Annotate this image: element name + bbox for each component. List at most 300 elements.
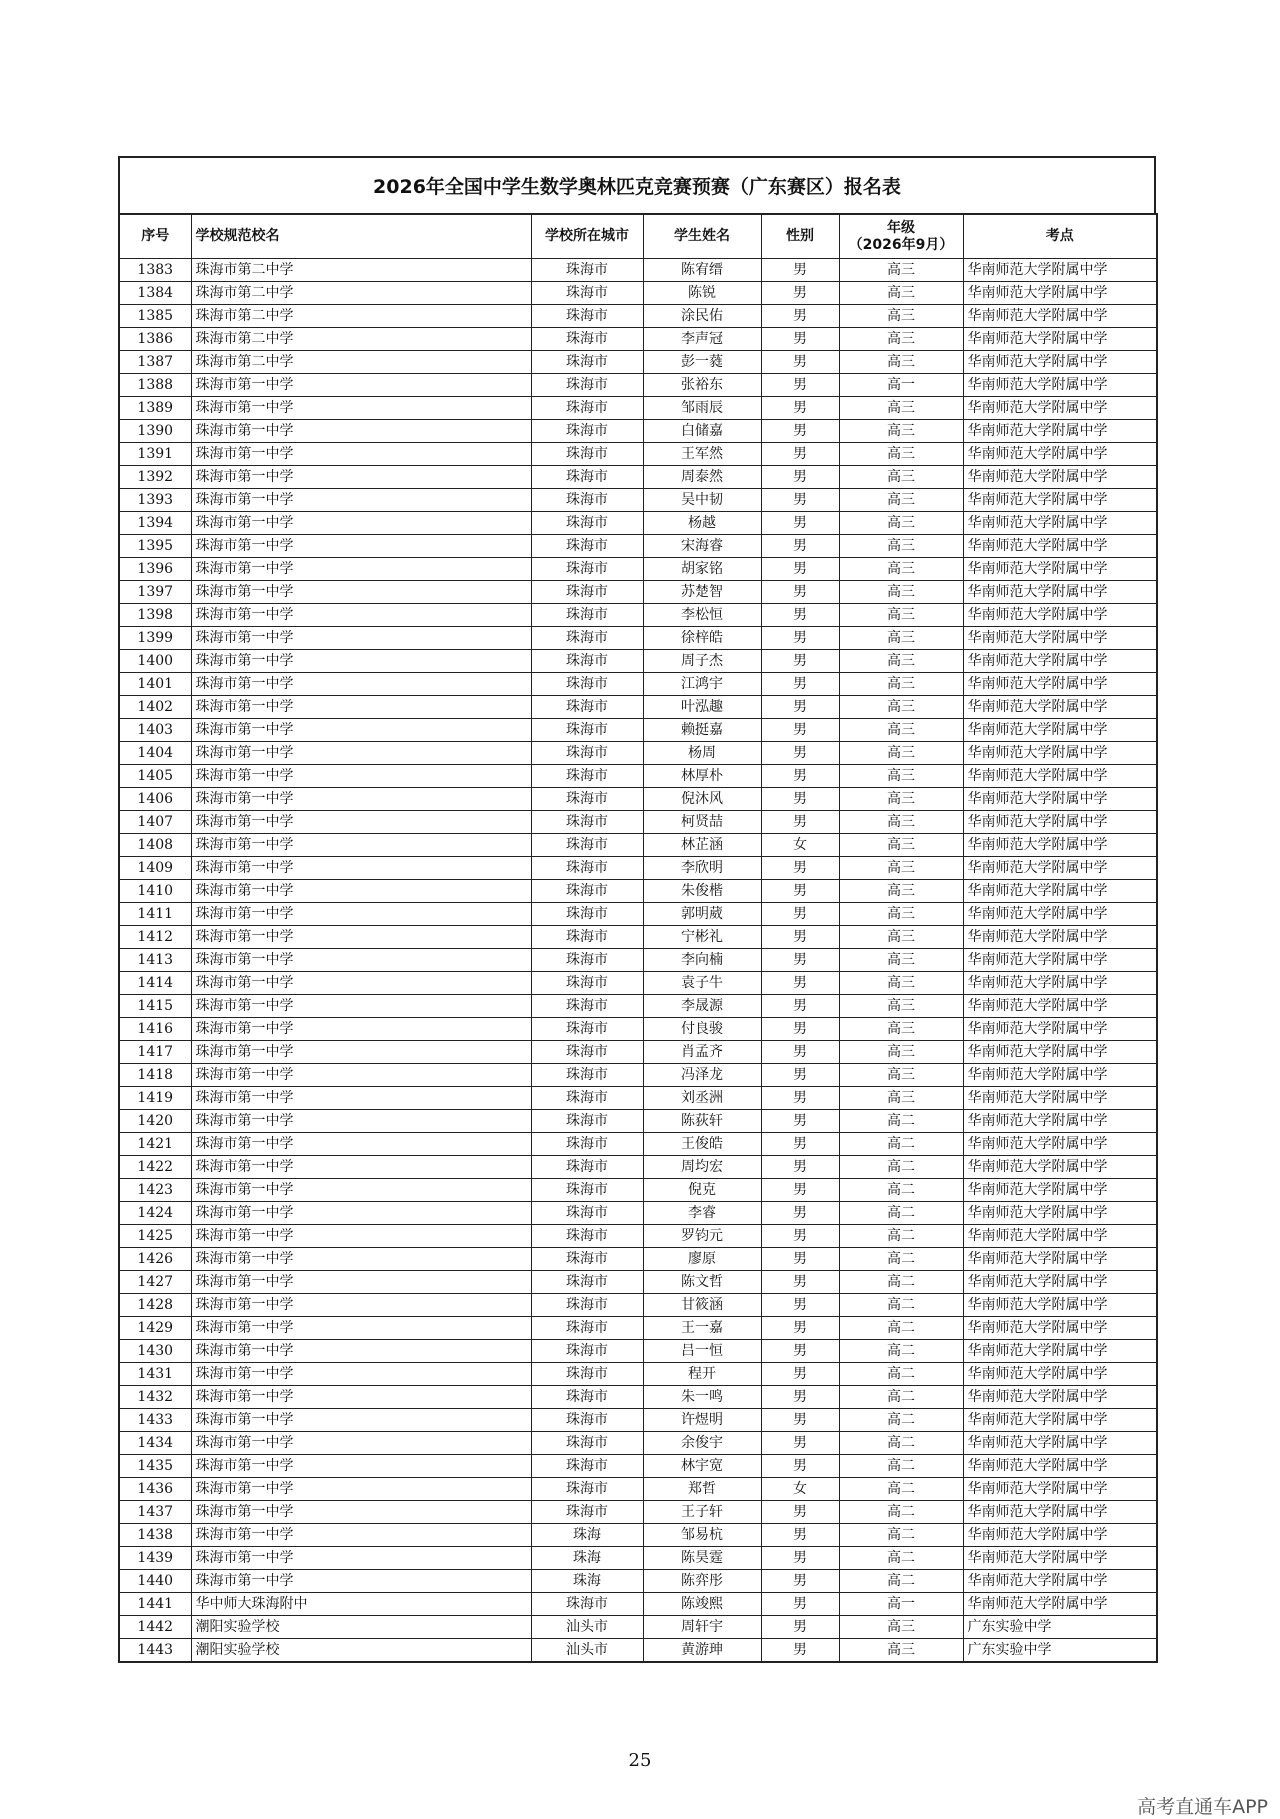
cell-city: 汕头市 [531,1639,643,1663]
cell-venue: 华南师范大学附属中学 [963,742,1157,765]
cell-grade: 高二 [839,1524,963,1547]
cell-city: 珠海市 [531,351,643,374]
cell-venue: 华南师范大学附属中学 [963,1087,1157,1110]
cell-no: 1392 [119,466,191,489]
cell-venue: 华南师范大学附属中学 [963,765,1157,788]
cell-grade: 高三 [839,880,963,903]
cell-city: 珠海市 [531,1271,643,1294]
cell-gender: 男 [761,351,839,374]
header-venue: 考点 [963,214,1157,259]
watermark: 高考直通车APP [1137,1796,1268,1818]
cell-gender: 男 [761,1110,839,1133]
table-row [119,1639,1157,1663]
cell-gender: 男 [761,1639,839,1663]
table-row [119,1294,1157,1317]
cell-school: 珠海市第一中学 [191,1018,531,1041]
cell-gender: 男 [761,604,839,627]
cell-city: 珠海市 [531,374,643,397]
cell-grade: 高三 [839,1616,963,1639]
cell-no: 1400 [119,650,191,673]
cell-city: 珠海市 [531,1340,643,1363]
cell-gender: 男 [761,857,839,880]
cell-grade: 高二 [839,1156,963,1179]
cell-no: 1388 [119,374,191,397]
cell-city: 珠海市 [531,420,643,443]
cell-name: 肖孟齐 [643,1041,761,1064]
cell-no: 1433 [119,1409,191,1432]
cell-venue: 华南师范大学附属中学 [963,650,1157,673]
cell-city: 珠海市 [531,305,643,328]
cell-venue: 华南师范大学附属中学 [963,443,1157,466]
cell-gender: 男 [761,1317,839,1340]
cell-school: 珠海市第一中学 [191,1501,531,1524]
cell-no: 1384 [119,282,191,305]
table-row [119,903,1157,926]
cell-name: 周泰然 [643,466,761,489]
cell-no: 1385 [119,305,191,328]
registration-table [118,213,1158,1663]
cell-grade: 高三 [839,282,963,305]
table-row [119,420,1157,443]
cell-school: 珠海市第一中学 [191,788,531,811]
cell-school: 珠海市第一中学 [191,1156,531,1179]
cell-gender: 男 [761,1524,839,1547]
cell-name: 朱一鸣 [643,1386,761,1409]
cell-city: 珠海市 [531,1409,643,1432]
cell-venue: 华南师范大学附属中学 [963,1432,1157,1455]
cell-gender: 男 [761,1547,839,1570]
cell-grade: 高三 [839,397,963,420]
cell-gender: 男 [761,880,839,903]
cell-gender: 男 [761,535,839,558]
cell-name: 王军然 [643,443,761,466]
cell-gender: 男 [761,1133,839,1156]
cell-name: 朱俊楷 [643,880,761,903]
cell-grade: 高三 [839,1018,963,1041]
cell-name: 郑哲 [643,1478,761,1501]
cell-school: 珠海市第一中学 [191,1363,531,1386]
table-row [119,535,1157,558]
table-row [119,972,1157,995]
cell-grade: 高二 [839,1271,963,1294]
cell-school: 珠海市第一中学 [191,558,531,581]
table-row [119,834,1157,857]
table-row [119,558,1157,581]
cell-city: 珠海市 [531,834,643,857]
cell-no: 1404 [119,742,191,765]
cell-grade: 高三 [839,328,963,351]
cell-city: 珠海市 [531,581,643,604]
cell-grade: 高二 [839,1133,963,1156]
cell-city: 汕头市 [531,1616,643,1639]
cell-name: 周子杰 [643,650,761,673]
cell-gender: 男 [761,466,839,489]
cell-no: 1397 [119,581,191,604]
cell-school: 珠海市第一中学 [191,512,531,535]
cell-school: 珠海市第一中学 [191,604,531,627]
cell-city: 珠海市 [531,995,643,1018]
cell-school: 珠海市第一中学 [191,443,531,466]
cell-city: 珠海市 [531,1202,643,1225]
cell-name: 李声冠 [643,328,761,351]
cell-venue: 华南师范大学附属中学 [963,558,1157,581]
table-row [119,1547,1157,1570]
cell-no: 1383 [119,259,191,282]
cell-grade: 高二 [839,1478,963,1501]
table-row [119,1409,1157,1432]
cell-school: 珠海市第一中学 [191,1570,531,1593]
cell-city: 珠海市 [531,1478,643,1501]
cell-no: 1409 [119,857,191,880]
cell-venue: 华南师范大学附属中学 [963,926,1157,949]
header-school: 学校规范校名 [191,214,531,259]
cell-gender: 男 [761,1087,839,1110]
cell-school: 珠海市第一中学 [191,627,531,650]
cell-grade: 高三 [839,1087,963,1110]
cell-city: 珠海市 [531,903,643,926]
cell-school: 珠海市第二中学 [191,328,531,351]
cell-grade: 高三 [839,466,963,489]
cell-gender: 男 [761,949,839,972]
cell-grade: 高三 [839,788,963,811]
cell-grade: 高三 [839,995,963,1018]
cell-gender: 男 [761,1570,839,1593]
cell-school: 珠海市第一中学 [191,1386,531,1409]
cell-school: 珠海市第一中学 [191,1294,531,1317]
cell-gender: 男 [761,282,839,305]
table-row [119,1317,1157,1340]
cell-gender: 男 [761,374,839,397]
table-row [119,512,1157,535]
table-row [119,1087,1157,1110]
cell-grade: 高二 [839,1179,963,1202]
cell-no: 1440 [119,1570,191,1593]
cell-gender: 男 [761,788,839,811]
cell-gender: 男 [761,742,839,765]
cell-grade: 高三 [839,351,963,374]
table-row [119,328,1157,351]
cell-venue: 华南师范大学附属中学 [963,1156,1157,1179]
header-grade-line2: （2026年9月） [848,236,954,253]
cell-grade: 高二 [839,1501,963,1524]
cell-no: 1393 [119,489,191,512]
cell-school: 珠海市第一中学 [191,903,531,926]
cell-school: 珠海市第一中学 [191,466,531,489]
header-no: 序号 [119,214,191,259]
cell-venue: 华南师范大学附属中学 [963,374,1157,397]
cell-gender: 男 [761,443,839,466]
cell-grade: 高三 [839,512,963,535]
cell-no: 1405 [119,765,191,788]
cell-venue: 华南师范大学附属中学 [963,1064,1157,1087]
table-row [119,1340,1157,1363]
cell-venue: 华南师范大学附属中学 [963,1478,1157,1501]
cell-city: 珠海市 [531,972,643,995]
table-row [119,443,1157,466]
cell-school: 珠海市第一中学 [191,650,531,673]
cell-grade: 高二 [839,1340,963,1363]
cell-venue: 华南师范大学附属中学 [963,1386,1157,1409]
cell-no: 1437 [119,1501,191,1524]
cell-venue: 华南师范大学附属中学 [963,1202,1157,1225]
cell-no: 1391 [119,443,191,466]
cell-name: 邹易杭 [643,1524,761,1547]
table-row [119,1501,1157,1524]
table-row [119,1524,1157,1547]
cell-gender: 男 [761,305,839,328]
cell-city: 珠海市 [531,1133,643,1156]
cell-school: 珠海市第一中学 [191,1041,531,1064]
cell-gender: 男 [761,512,839,535]
cell-school: 华中师大珠海附中 [191,1593,531,1616]
cell-gender: 男 [761,696,839,719]
cell-gender: 男 [761,903,839,926]
table-row [119,650,1157,673]
cell-school: 珠海市第一中学 [191,374,531,397]
table-row [119,1110,1157,1133]
cell-grade: 高三 [839,305,963,328]
cell-gender: 男 [761,926,839,949]
cell-grade: 高三 [839,627,963,650]
cell-city: 珠海市 [531,1593,643,1616]
table-row [119,1432,1157,1455]
cell-no: 1398 [119,604,191,627]
cell-grade: 高三 [839,443,963,466]
cell-venue: 华南师范大学附属中学 [963,1018,1157,1041]
cell-no: 1426 [119,1248,191,1271]
cell-grade: 高二 [839,1317,963,1340]
cell-no: 1430 [119,1340,191,1363]
cell-gender: 男 [761,1363,839,1386]
cell-venue: 华南师范大学附属中学 [963,1317,1157,1340]
table-row [119,1478,1157,1501]
table-row [119,1616,1157,1639]
cell-no: 1414 [119,972,191,995]
table-row [119,857,1157,880]
table-row [119,811,1157,834]
cell-name: 宁彬礼 [643,926,761,949]
cell-school: 珠海市第一中学 [191,1409,531,1432]
cell-grade: 高三 [839,1639,963,1663]
cell-no: 1429 [119,1317,191,1340]
cell-grade: 高三 [839,719,963,742]
cell-city: 珠海市 [531,1156,643,1179]
cell-gender: 男 [761,1432,839,1455]
cell-city: 珠海市 [531,535,643,558]
page-number: 25 [628,1750,652,1771]
cell-name: 邹雨辰 [643,397,761,420]
cell-venue: 华南师范大学附属中学 [963,857,1157,880]
cell-gender: 男 [761,1064,839,1087]
cell-grade: 高二 [839,1248,963,1271]
cell-venue: 华南师范大学附属中学 [963,1271,1157,1294]
cell-venue: 华南师范大学附属中学 [963,1409,1157,1432]
cell-grade: 高二 [839,1455,963,1478]
cell-venue: 华南师范大学附属中学 [963,1501,1157,1524]
cell-name: 廖原 [643,1248,761,1271]
cell-city: 珠海市 [531,466,643,489]
cell-gender: 男 [761,1593,839,1616]
cell-gender: 男 [761,259,839,282]
cell-name: 涂民佑 [643,305,761,328]
cell-venue: 华南师范大学附属中学 [963,788,1157,811]
cell-grade: 高三 [839,949,963,972]
cell-gender: 男 [761,1179,839,1202]
cell-grade: 高三 [839,857,963,880]
cell-school: 珠海市第二中学 [191,259,531,282]
cell-city: 珠海市 [531,1455,643,1478]
cell-name: 郭明葳 [643,903,761,926]
cell-name: 杨周 [643,742,761,765]
cell-gender: 男 [761,1409,839,1432]
cell-gender: 男 [761,972,839,995]
cell-school: 珠海市第一中学 [191,857,531,880]
table-row [119,305,1157,328]
table-row [119,1248,1157,1271]
cell-school: 珠海市第一中学 [191,719,531,742]
table-row [119,765,1157,788]
cell-city: 珠海市 [531,397,643,420]
cell-name: 王一嘉 [643,1317,761,1340]
table-row [119,995,1157,1018]
cell-name: 吕一恒 [643,1340,761,1363]
table-row [119,282,1157,305]
table-row [119,581,1157,604]
table-row [119,1570,1157,1593]
cell-city: 珠海市 [531,949,643,972]
cell-name: 许煜明 [643,1409,761,1432]
cell-city: 珠海市 [531,696,643,719]
cell-grade: 高三 [839,742,963,765]
cell-school: 珠海市第一中学 [191,742,531,765]
table-row [119,1018,1157,1041]
cell-no: 1419 [119,1087,191,1110]
cell-name: 陈竣熙 [643,1593,761,1616]
cell-grade: 高三 [839,650,963,673]
cell-grade: 高三 [839,1064,963,1087]
cell-grade: 高二 [839,1570,963,1593]
cell-name: 李睿 [643,1202,761,1225]
cell-grade: 高三 [839,1041,963,1064]
cell-name: 陈昊霆 [643,1547,761,1570]
cell-venue: 广东实验中学 [963,1616,1157,1639]
cell-name: 罗钧元 [643,1225,761,1248]
cell-city: 珠海市 [531,811,643,834]
cell-city: 珠海市 [531,1225,643,1248]
cell-grade: 高二 [839,1110,963,1133]
cell-venue: 华南师范大学附属中学 [963,1133,1157,1156]
cell-venue: 华南师范大学附属中学 [963,1225,1157,1248]
cell-no: 1428 [119,1294,191,1317]
cell-no: 1390 [119,420,191,443]
table-row [119,1225,1157,1248]
cell-grade: 高三 [839,765,963,788]
cell-grade: 高二 [839,1409,963,1432]
cell-gender: 男 [761,673,839,696]
cell-city: 珠海市 [531,604,643,627]
cell-gender: 男 [761,397,839,420]
cell-no: 1427 [119,1271,191,1294]
cell-no: 1432 [119,1386,191,1409]
cell-name: 江鸿宇 [643,673,761,696]
cell-no: 1416 [119,1018,191,1041]
cell-name: 吴中韧 [643,489,761,512]
cell-name: 林厚朴 [643,765,761,788]
cell-no: 1424 [119,1202,191,1225]
cell-no: 1420 [119,1110,191,1133]
cell-venue: 华南师范大学附属中学 [963,995,1157,1018]
cell-city: 珠海市 [531,512,643,535]
cell-venue: 华南师范大学附属中学 [963,305,1157,328]
registration-sheet [118,156,1156,1663]
cell-city: 珠海市 [531,328,643,351]
cell-no: 1396 [119,558,191,581]
cell-gender: 男 [761,1294,839,1317]
cell-venue: 华南师范大学附属中学 [963,1110,1157,1133]
cell-city: 珠海市 [531,1294,643,1317]
table-row [119,880,1157,903]
cell-gender: 女 [761,1478,839,1501]
cell-name: 李晟源 [643,995,761,1018]
cell-grade: 高三 [839,259,963,282]
table-row [119,1202,1157,1225]
cell-grade: 高二 [839,1294,963,1317]
cell-gender: 男 [761,1156,839,1179]
table-row [119,1133,1157,1156]
cell-school: 珠海市第二中学 [191,282,531,305]
cell-name: 徐梓皓 [643,627,761,650]
cell-venue: 华南师范大学附属中学 [963,397,1157,420]
cell-venue: 华南师范大学附属中学 [963,420,1157,443]
cell-venue: 华南师范大学附属中学 [963,351,1157,374]
cell-no: 1422 [119,1156,191,1179]
cell-venue: 华南师范大学附属中学 [963,581,1157,604]
table-row [119,742,1157,765]
cell-venue: 华南师范大学附属中学 [963,512,1157,535]
cell-name: 李欣明 [643,857,761,880]
cell-name: 苏楚智 [643,581,761,604]
cell-gender: 男 [761,581,839,604]
cell-gender: 男 [761,328,839,351]
cell-venue: 华南师范大学附属中学 [963,1455,1157,1478]
cell-city: 珠海 [531,1570,643,1593]
cell-city: 珠海市 [531,1110,643,1133]
cell-gender: 男 [761,1271,839,1294]
table-row [119,1363,1157,1386]
cell-gender: 男 [761,650,839,673]
cell-no: 1443 [119,1639,191,1663]
cell-school: 珠海市第一中学 [191,1133,531,1156]
cell-school: 珠海市第一中学 [191,1317,531,1340]
cell-name: 王子轩 [643,1501,761,1524]
cell-gender: 男 [761,811,839,834]
cell-school: 珠海市第一中学 [191,1179,531,1202]
cell-name: 刘丞洲 [643,1087,761,1110]
cell-name: 程开 [643,1363,761,1386]
cell-no: 1417 [119,1041,191,1064]
cell-name: 周均宏 [643,1156,761,1179]
cell-venue: 华南师范大学附属中学 [963,466,1157,489]
cell-venue: 华南师范大学附属中学 [963,811,1157,834]
table-row [119,719,1157,742]
cell-school: 珠海市第一中学 [191,1455,531,1478]
cell-gender: 男 [761,1202,839,1225]
cell-school: 珠海市第一中学 [191,673,531,696]
cell-city: 珠海市 [531,857,643,880]
cell-no: 1435 [119,1455,191,1478]
cell-name: 彭一蕤 [643,351,761,374]
cell-venue: 华南师范大学附属中学 [963,1547,1157,1570]
